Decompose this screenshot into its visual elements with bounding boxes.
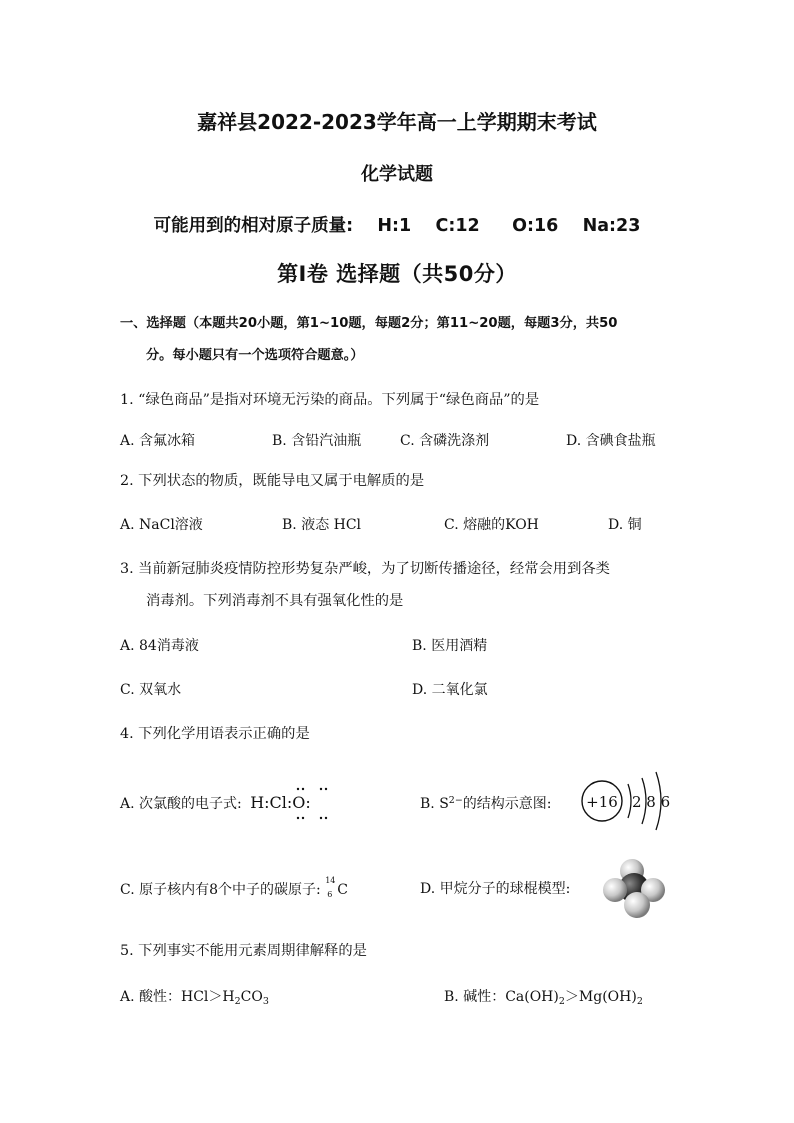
sulfide-charge: 2− [448, 795, 463, 806]
subscript: 3 [262, 996, 269, 1007]
subscript: 2 [234, 996, 241, 1007]
mass-number: 14 [325, 876, 336, 885]
question-4-option-d-label: D. 甲烷分子的球棍模型: [420, 881, 571, 897]
question-4-option-b-suffix: 的结构示意图: [462, 796, 552, 812]
nucleus-charge: +16 [586, 793, 618, 811]
question-3-option-a: A. 84消毒液 [120, 638, 199, 654]
methane-ball-model-image [602, 858, 668, 920]
section-instructions-line2: 分。每小题只有一个选项符合题意。） [146, 348, 364, 363]
exam-title: 嘉祥县2022-2023学年高一上学期期末考试 [197, 110, 597, 134]
question-5-option-a [120, 986, 269, 1007]
question-5-option-b-prefix: B. 碱性：Ca(OH) [444, 989, 559, 1005]
question-2-option-a: A. NaCl溶液 [120, 517, 203, 533]
question-5-option-b-mid: ＞Mg(OH) [564, 989, 637, 1005]
question-4-option-c-label: C. 原子核内有8个中子的碳原子: [120, 882, 321, 898]
question-3-option-c: C. 双氧水 [120, 682, 182, 698]
question-5-option-b [444, 986, 643, 1007]
question-5-option-a-prefix: A. 酸性：HCl＞H [120, 989, 235, 1005]
exam-subtitle: 化学试题 [361, 164, 433, 185]
sulfide-ion-structure-diagram [580, 766, 680, 836]
question-4-option-b [420, 793, 552, 813]
question-3-stem-line2: 消毒剂。下列消毒剂不具有强氧化性的是 [146, 593, 404, 609]
question-2-option-c: C. 熔融的KOH [444, 517, 539, 533]
lone-pair-dots [290, 786, 340, 822]
question-1-option-d: D. 含碘食盐瓶 [566, 433, 656, 449]
electron-shell-counts: 2 8 6 [632, 793, 671, 811]
question-3-option-b: B. 医用酒精 [412, 638, 488, 654]
section-instructions-line1: 一、选择题（本题共20小题，第1~10题，每题2分；第11~20题，每题3分，共50 [120, 316, 618, 331]
question-2-option-b: B. 液态 HCl [282, 517, 362, 533]
part-title: 第Ⅰ卷 选择题（共50分） [277, 262, 517, 286]
subscript: 2 [558, 996, 565, 1007]
question-2-option-d: D. 铜 [608, 517, 642, 533]
atomic-number: 6 [327, 890, 333, 899]
question-5-option-a-mid: CO [240, 989, 263, 1005]
question-4-option-d [420, 878, 570, 898]
question-4-option-a [120, 793, 311, 813]
subscript: 2 [636, 996, 643, 1007]
question-4-stem: 4. 下列化学用语表示正确的是 [120, 726, 310, 742]
hclo-electron-formula: H:Cl:O: [250, 793, 311, 812]
question-1-stem: 1. “绿色商品”是指对环境无污染的商品。下列属于“绿色商品”的是 [120, 392, 540, 408]
question-1-option-b: B. 含铅汽油瓶 [272, 433, 362, 449]
question-4-option-b-prefix: B. S [420, 796, 449, 812]
question-4-option-c [120, 878, 348, 902]
question-1-option-c: C. 含磷洗涤剂 [400, 433, 490, 449]
question-5-stem: 5. 下列事实不能用元素周期律解释的是 [120, 943, 367, 959]
carbon-symbol: C [337, 882, 348, 898]
question-1-option-a: A. 含氟冰箱 [120, 433, 196, 449]
atomic-mass-line: 可能用到的相对原子质量: H:1 C:12 O:16 Na:23 [153, 216, 641, 236]
question-3-option-d: D. 二氧化氯 [412, 682, 488, 698]
question-3-stem-line1: 3. 当前新冠肺炎疫情防控形势复杂严峻，为了切断传播途径，经常会用到各类 [120, 561, 610, 577]
question-2-stem: 2. 下列状态的物质，既能导电又属于电解质的是 [120, 473, 425, 489]
question-4-option-a-label: A. 次氯酸的电子式: [120, 796, 242, 812]
carbon-14-nuclide [325, 878, 337, 902]
